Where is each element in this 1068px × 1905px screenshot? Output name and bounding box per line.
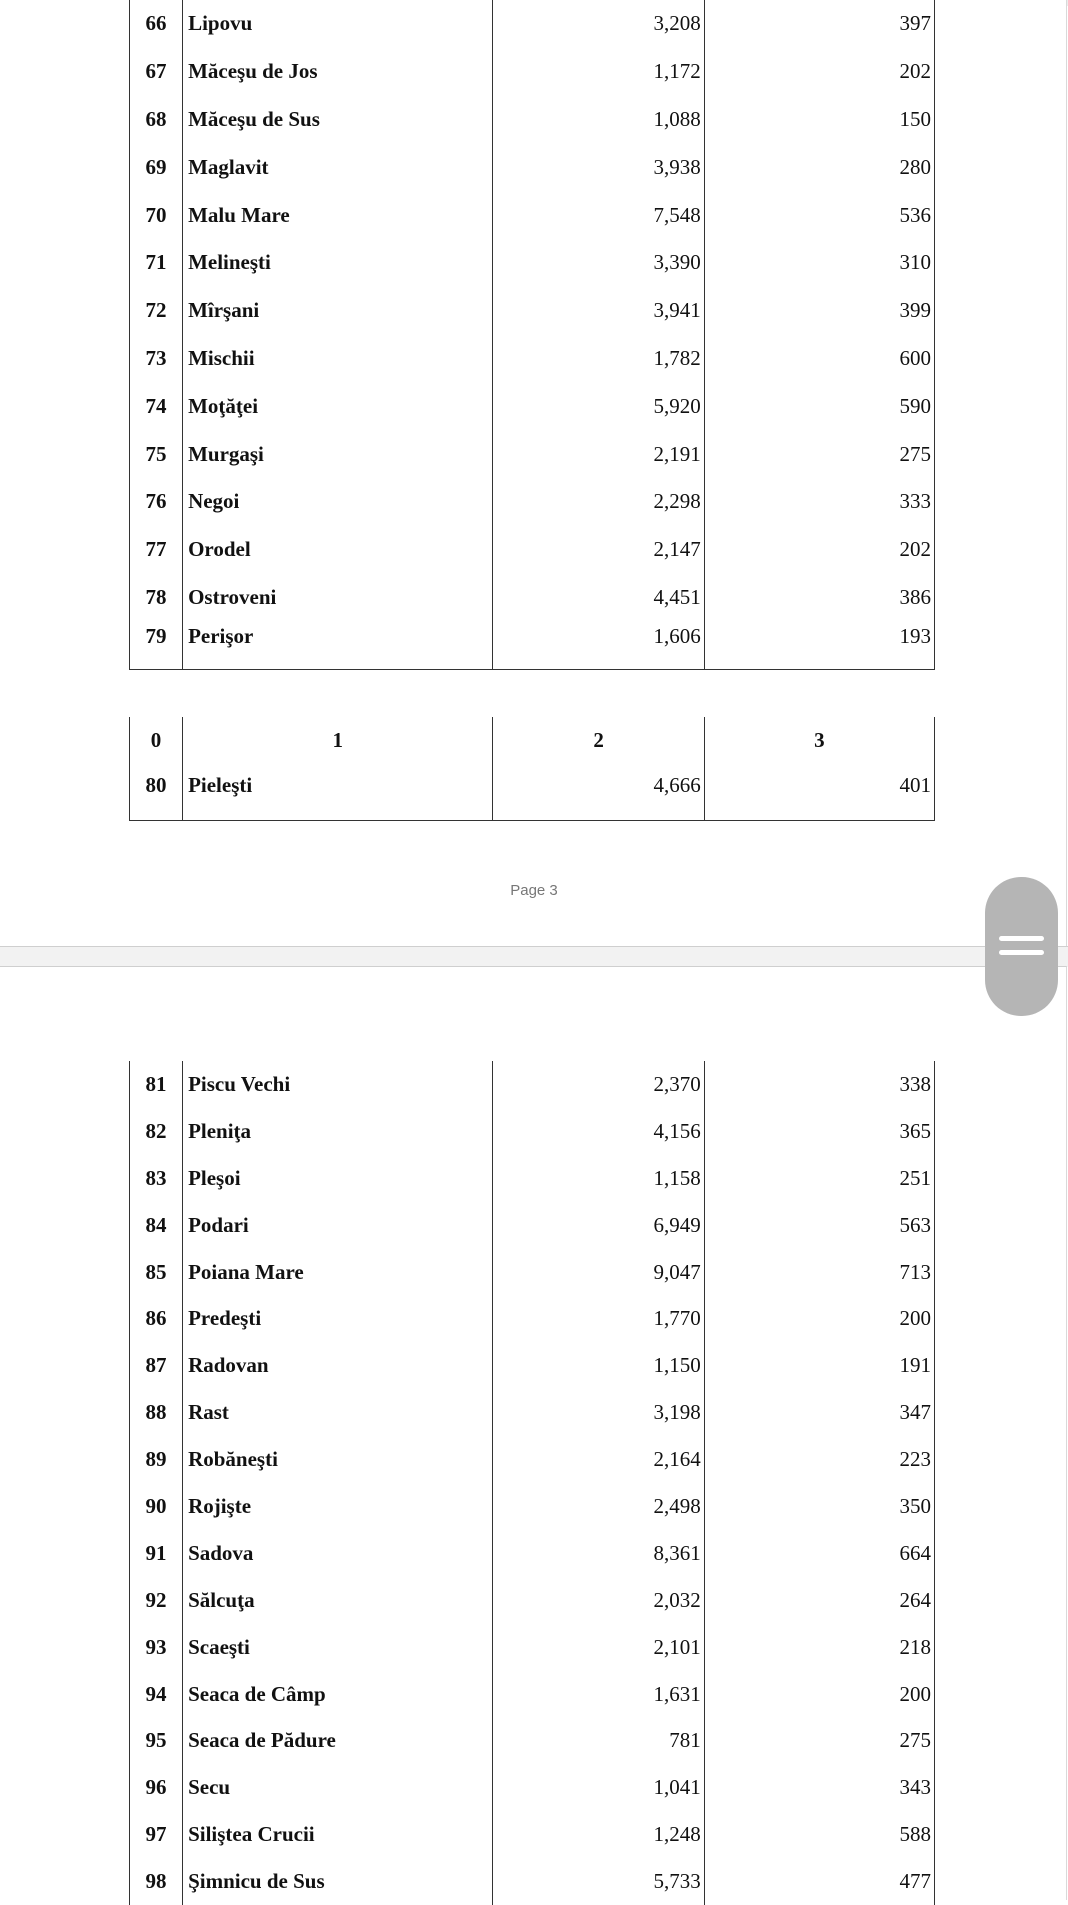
row-col2-value: 5,920 xyxy=(493,382,704,430)
data-table-page-4 xyxy=(129,1061,935,1905)
row-col3-value: 200 xyxy=(704,1671,934,1718)
table-row xyxy=(130,1483,935,1530)
row-col2-value: 2,147 xyxy=(493,526,704,574)
table-header-row xyxy=(130,717,935,764)
row-name: Perişor xyxy=(183,621,493,669)
row-col3-value: 399 xyxy=(704,287,934,335)
header-cell-0: 0 xyxy=(130,717,183,764)
row-number: 98 xyxy=(130,1858,183,1905)
row-col3-value: 280 xyxy=(704,143,934,191)
row-name: Melineşti xyxy=(183,239,493,287)
drag-handle-icon xyxy=(999,950,1044,955)
row-col3-value: 664 xyxy=(704,1530,934,1577)
row-name: Mischii xyxy=(183,335,493,383)
row-name: Pieleşti xyxy=(183,764,493,821)
row-name: Sadova xyxy=(183,1530,493,1577)
data-table-page-3-bottom xyxy=(129,717,935,821)
table-row xyxy=(130,287,935,335)
row-col2-value: 3,941 xyxy=(493,287,704,335)
row-col3-value: 333 xyxy=(704,478,934,526)
row-name: Negoi xyxy=(183,478,493,526)
row-number: 77 xyxy=(130,526,183,574)
document-page-3 xyxy=(0,0,1067,946)
row-name: Sălcuţa xyxy=(183,1577,493,1624)
row-col2-value: 4,451 xyxy=(493,574,704,622)
row-number: 96 xyxy=(130,1764,183,1811)
row-col2-value: 1,782 xyxy=(493,335,704,383)
data-table-page-3-top xyxy=(129,0,935,670)
row-col2-value: 6,949 xyxy=(493,1202,704,1249)
row-name: Podari xyxy=(183,1202,493,1249)
page-number-label: Page 3 xyxy=(510,882,558,899)
drag-handle-icon xyxy=(999,936,1044,941)
row-col2-value: 3,208 xyxy=(493,0,704,48)
row-col3-value: 223 xyxy=(704,1436,934,1483)
table-row xyxy=(130,1436,935,1483)
row-number: 81 xyxy=(130,1061,183,1108)
table-row xyxy=(130,335,935,383)
row-number: 87 xyxy=(130,1342,183,1389)
row-col3-value: 365 xyxy=(704,1108,934,1155)
table-row xyxy=(130,1061,935,1108)
row-col3-value: 338 xyxy=(704,1061,934,1108)
table-row xyxy=(130,96,935,144)
row-col3-value: 264 xyxy=(704,1577,934,1624)
row-col2-value: 2,498 xyxy=(493,1483,704,1530)
table-row xyxy=(130,1108,935,1155)
row-name: Secu xyxy=(183,1764,493,1811)
row-name: Mîrşani xyxy=(183,287,493,335)
row-col2-value: 2,101 xyxy=(493,1624,704,1671)
table-row xyxy=(130,430,935,478)
row-col3-value: 150 xyxy=(704,96,934,144)
row-col3-value: 477 xyxy=(704,1858,934,1905)
row-col3-value: 536 xyxy=(704,191,934,239)
row-col3-value: 590 xyxy=(704,382,934,430)
row-number: 86 xyxy=(130,1295,183,1342)
row-col3-value: 386 xyxy=(704,574,934,622)
row-number: 88 xyxy=(130,1389,183,1436)
row-col2-value: 1,158 xyxy=(493,1155,704,1202)
row-name: Lipovu xyxy=(183,0,493,48)
table-row xyxy=(130,574,935,622)
table-row xyxy=(130,764,935,821)
row-number: 95 xyxy=(130,1717,183,1764)
table-row xyxy=(130,1764,935,1811)
table-row xyxy=(130,1577,935,1624)
header-cell-1: 1 xyxy=(183,717,493,764)
row-name: Şimnicu de Sus xyxy=(183,1858,493,1905)
row-name: Predeşti xyxy=(183,1295,493,1342)
header-cell-2: 2 xyxy=(493,717,704,764)
row-col3-value: 347 xyxy=(704,1389,934,1436)
row-number: 91 xyxy=(130,1530,183,1577)
header-cell-3: 3 xyxy=(704,717,934,764)
table-row xyxy=(130,239,935,287)
row-number: 76 xyxy=(130,478,183,526)
row-col2-value: 4,666 xyxy=(493,764,704,821)
row-number: 93 xyxy=(130,1624,183,1671)
row-col2-value: 1,088 xyxy=(493,96,704,144)
row-col2-value: 2,164 xyxy=(493,1436,704,1483)
row-name: Rojişte xyxy=(183,1483,493,1530)
row-col2-value: 1,770 xyxy=(493,1295,704,1342)
row-number: 97 xyxy=(130,1811,183,1858)
row-col2-value: 1,248 xyxy=(493,1811,704,1858)
row-col2-value: 2,298 xyxy=(493,478,704,526)
row-col2-value: 5,733 xyxy=(493,1858,704,1905)
row-name: Rast xyxy=(183,1389,493,1436)
row-number: 90 xyxy=(130,1483,183,1530)
row-number: 89 xyxy=(130,1436,183,1483)
row-col2-value: 1,150 xyxy=(493,1342,704,1389)
row-col2-value: 2,191 xyxy=(493,430,704,478)
row-col3-value: 193 xyxy=(704,621,934,669)
row-col2-value: 7,548 xyxy=(493,191,704,239)
table-row xyxy=(130,1155,935,1202)
table-row xyxy=(130,382,935,430)
row-col2-value: 4,156 xyxy=(493,1108,704,1155)
row-number: 70 xyxy=(130,191,183,239)
table-row xyxy=(130,191,935,239)
row-col3-value: 713 xyxy=(704,1249,934,1296)
row-col3-value: 251 xyxy=(704,1155,934,1202)
table-row xyxy=(130,48,935,96)
row-number: 80 xyxy=(130,764,183,821)
row-col3-value: 401 xyxy=(704,764,934,821)
table-row xyxy=(130,1295,935,1342)
row-col3-value: 343 xyxy=(704,1764,934,1811)
row-name: Piscu Vechi xyxy=(183,1061,493,1108)
row-name: Maglavit xyxy=(183,143,493,191)
row-name: Pleşoi xyxy=(183,1155,493,1202)
row-col3-value: 563 xyxy=(704,1202,934,1249)
row-col2-value: 2,032 xyxy=(493,1577,704,1624)
row-number: 72 xyxy=(130,287,183,335)
table-row xyxy=(130,526,935,574)
row-number: 68 xyxy=(130,96,183,144)
table-row xyxy=(130,1249,935,1296)
row-number: 92 xyxy=(130,1577,183,1624)
row-col3-value: 588 xyxy=(704,1811,934,1858)
table-row xyxy=(130,1671,935,1718)
table-row xyxy=(130,1202,935,1249)
row-col2-value: 781 xyxy=(493,1717,704,1764)
table-row xyxy=(130,1811,935,1858)
row-name: Robăneşti xyxy=(183,1436,493,1483)
row-number: 84 xyxy=(130,1202,183,1249)
row-number: 85 xyxy=(130,1249,183,1296)
row-number: 69 xyxy=(130,143,183,191)
table-row xyxy=(130,621,935,669)
row-name: Radovan xyxy=(183,1342,493,1389)
table-row xyxy=(130,1389,935,1436)
row-col3-value: 310 xyxy=(704,239,934,287)
row-col2-value: 1,041 xyxy=(493,1764,704,1811)
row-col3-value: 202 xyxy=(704,48,934,96)
table-row xyxy=(130,478,935,526)
table-row xyxy=(130,0,935,48)
row-number: 82 xyxy=(130,1108,183,1155)
row-col2-value: 3,198 xyxy=(493,1389,704,1436)
row-col3-value: 191 xyxy=(704,1342,934,1389)
row-col3-value: 275 xyxy=(704,1717,934,1764)
row-number: 78 xyxy=(130,574,183,622)
row-col2-value: 1,631 xyxy=(493,1671,704,1718)
row-col3-value: 350 xyxy=(704,1483,934,1530)
scrollbar-thumb[interactable] xyxy=(985,877,1058,1016)
table-row xyxy=(130,1858,935,1905)
row-col3-value: 275 xyxy=(704,430,934,478)
row-col2-value: 3,390 xyxy=(493,239,704,287)
row-col3-value: 218 xyxy=(704,1624,934,1671)
row-number: 74 xyxy=(130,382,183,430)
row-col2-value: 3,938 xyxy=(493,143,704,191)
row-number: 79 xyxy=(130,621,183,669)
row-col2-value: 1,606 xyxy=(493,621,704,669)
page-separator xyxy=(0,946,1068,967)
row-col3-value: 397 xyxy=(704,0,934,48)
table-row xyxy=(130,1342,935,1389)
row-col3-value: 200 xyxy=(704,1295,934,1342)
row-col2-value: 1,172 xyxy=(493,48,704,96)
row-name: Seaca de Pădure xyxy=(183,1717,493,1764)
table-row xyxy=(130,1530,935,1577)
table-row xyxy=(130,1624,935,1671)
row-number: 73 xyxy=(130,335,183,383)
row-name: Orodel xyxy=(183,526,493,574)
row-name: Poiana Mare xyxy=(183,1249,493,1296)
row-number: 71 xyxy=(130,239,183,287)
row-name: Măceşu de Jos xyxy=(183,48,493,96)
table-row xyxy=(130,1717,935,1764)
row-number: 75 xyxy=(130,430,183,478)
row-col2-value: 9,047 xyxy=(493,1249,704,1296)
row-col2-value: 8,361 xyxy=(493,1530,704,1577)
row-number: 66 xyxy=(130,0,183,48)
row-name: Siliştea Crucii xyxy=(183,1811,493,1858)
row-name: Murgaşi xyxy=(183,430,493,478)
row-col3-value: 202 xyxy=(704,526,934,574)
row-name: Măceşu de Sus xyxy=(183,96,493,144)
table-row xyxy=(130,143,935,191)
row-name: Moţăţei xyxy=(183,382,493,430)
row-name: Ostroveni xyxy=(183,574,493,622)
row-number: 94 xyxy=(130,1671,183,1718)
row-name: Scaeşti xyxy=(183,1624,493,1671)
row-col2-value: 2,370 xyxy=(493,1061,704,1108)
row-col3-value: 600 xyxy=(704,335,934,383)
row-name: Pleniţa xyxy=(183,1108,493,1155)
row-name: Seaca de Câmp xyxy=(183,1671,493,1718)
row-number: 83 xyxy=(130,1155,183,1202)
row-name: Malu Mare xyxy=(183,191,493,239)
row-number: 67 xyxy=(130,48,183,96)
